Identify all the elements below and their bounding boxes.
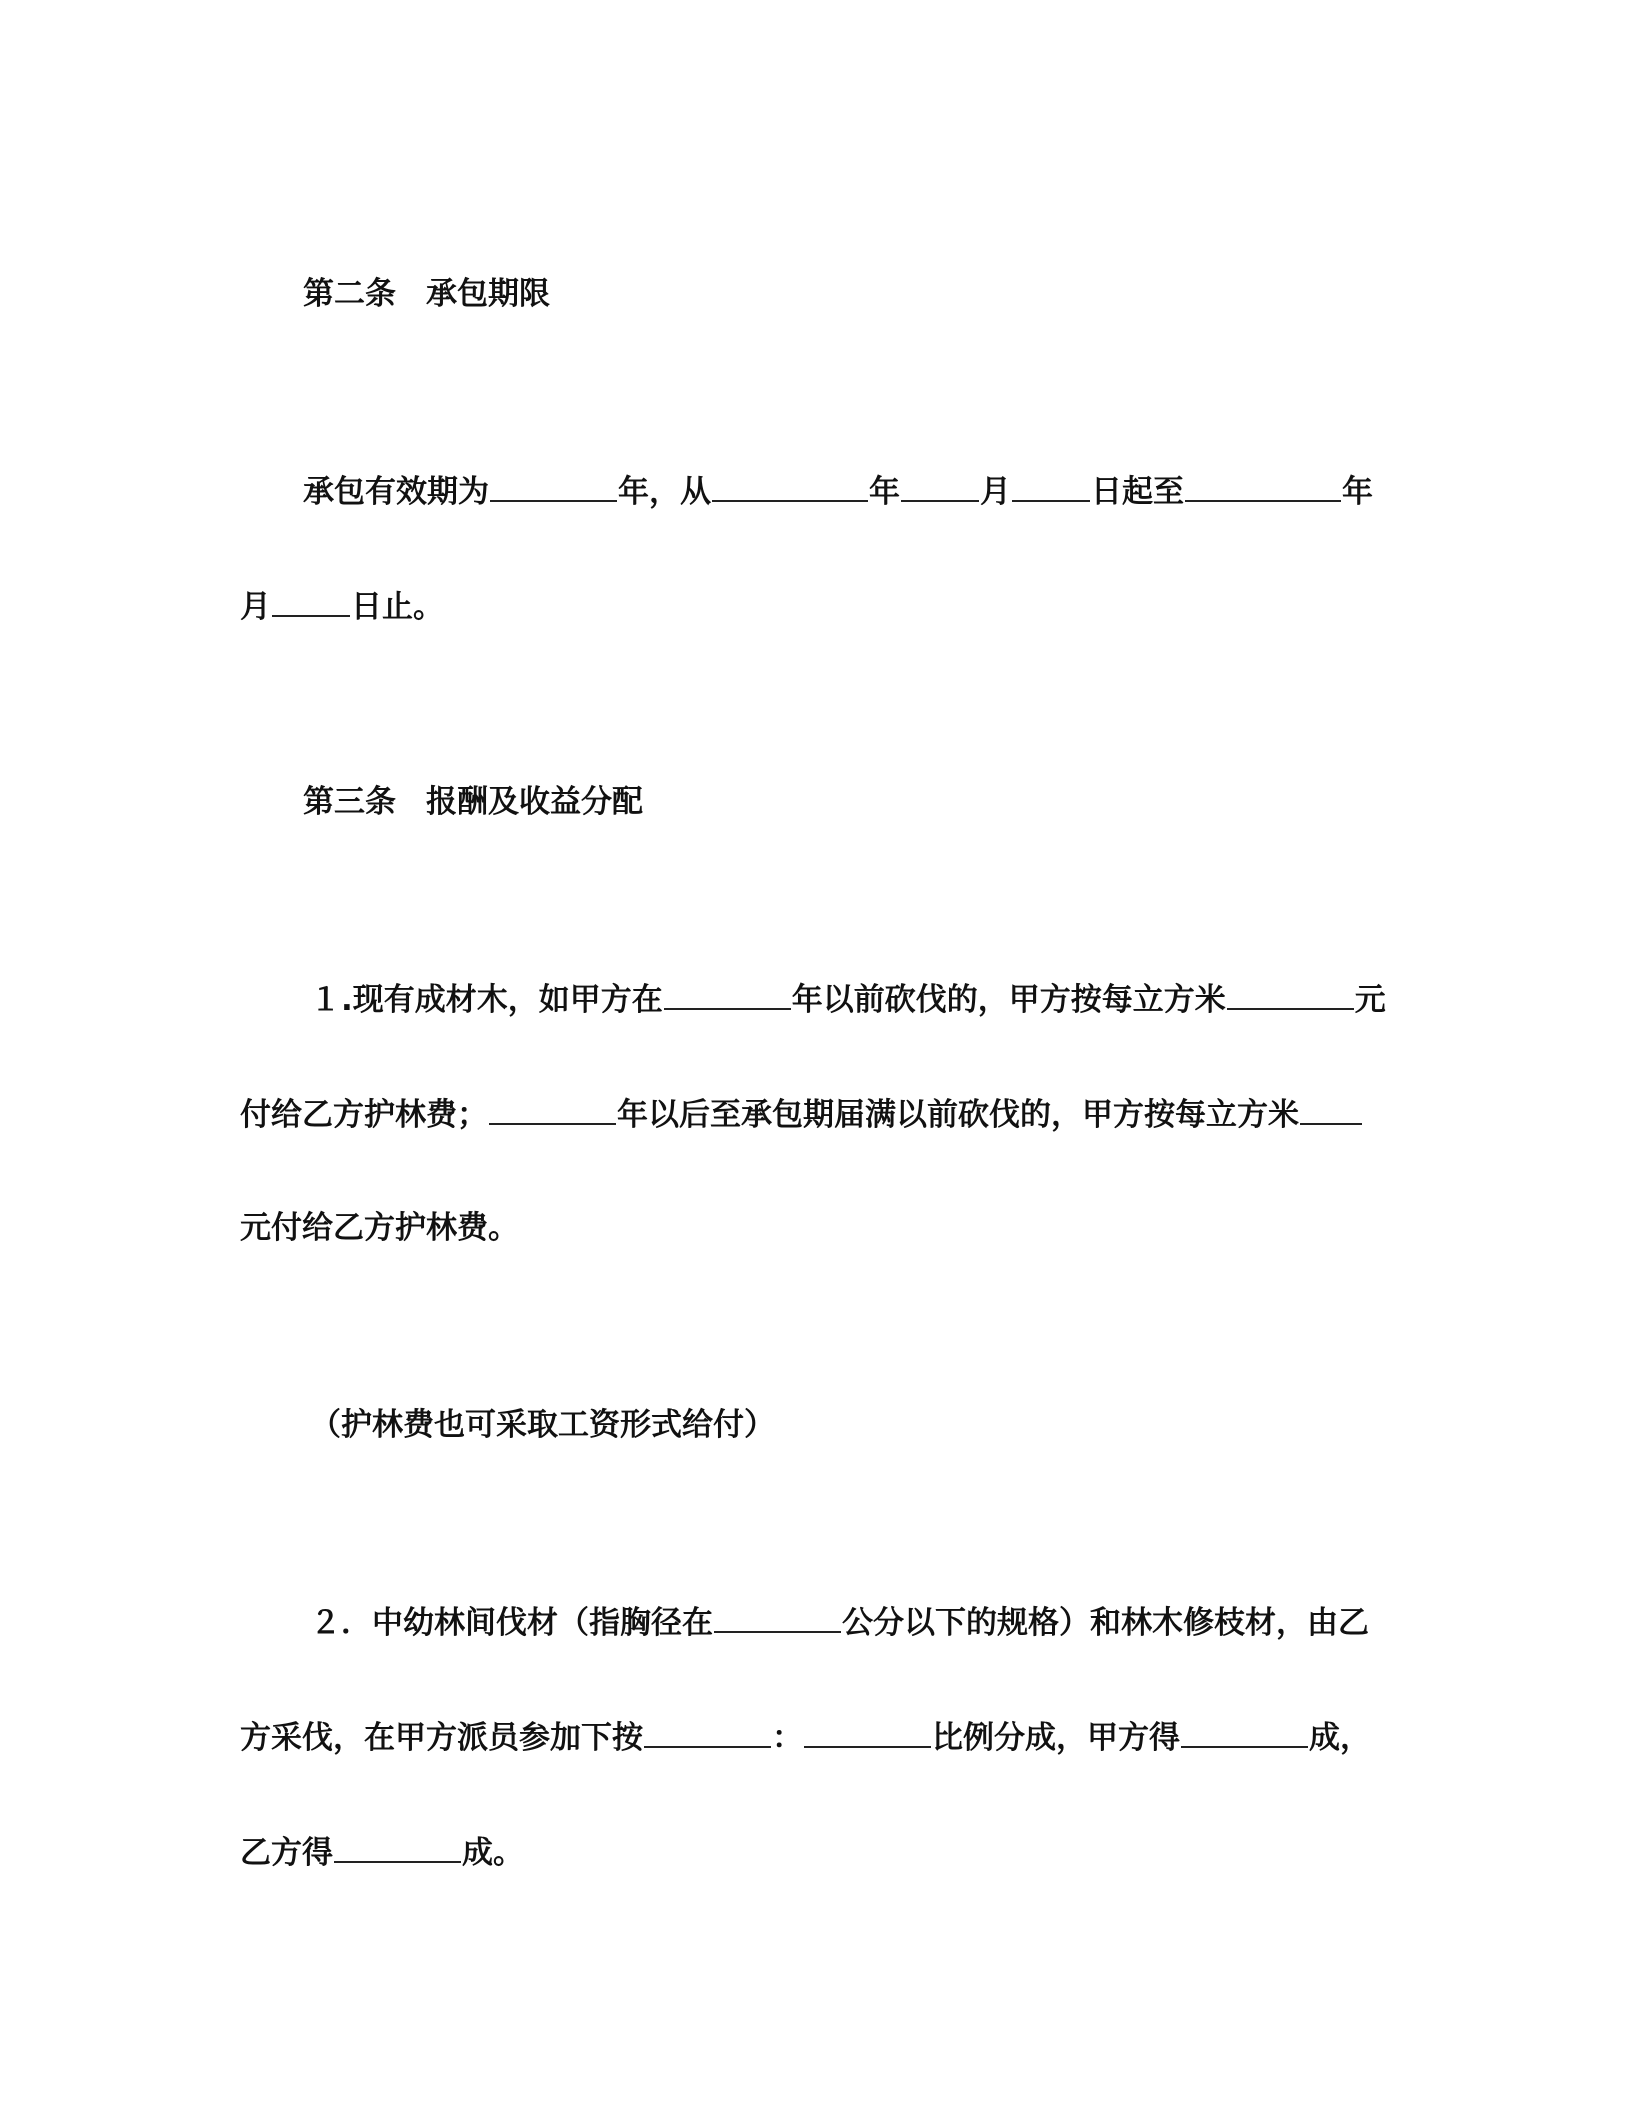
text-segment: 公分以下的规格）和林木修枝材，由乙	[842, 1605, 1369, 1641]
blank-diameter-cm[interactable]	[714, 1601, 841, 1633]
text-segment: 年，从	[618, 474, 711, 510]
blank-start-day[interactable]	[1012, 470, 1090, 502]
blank-end-year[interactable]	[1185, 470, 1341, 502]
text-segment: 日止。	[351, 589, 444, 625]
article-3-p1-line-1	[310, 978, 1386, 1020]
blank-party-b-share[interactable]	[334, 1831, 461, 1863]
blank-party-a-share[interactable]	[1181, 1716, 1308, 1748]
text-segment: 年以后至承包期届满以前砍伐的，甲方按每立方米	[617, 1097, 1299, 1133]
text-segment: 年	[869, 474, 900, 510]
article-3-p1-line-2	[240, 1093, 1363, 1135]
text-segment: 元付给乙方护林费。	[240, 1210, 519, 1246]
text-segment: 日起至	[1091, 474, 1184, 510]
article-3-p2-line-1	[310, 1601, 1369, 1643]
text-segment: ２．中幼林间伐材（指胸径在	[310, 1605, 713, 1641]
text-segment: 方采伐，在甲方派员参加下按	[240, 1720, 643, 1756]
text-segment: 年	[1342, 474, 1373, 510]
text-segment: 元	[1354, 982, 1386, 1018]
note-text: （护林费也可采取工资形式给付）	[310, 1407, 775, 1443]
blank-fee-per-m3-after[interactable]	[1300, 1093, 1362, 1125]
text-segment: 比例分成，甲方得	[932, 1720, 1180, 1756]
blank-start-month[interactable]	[901, 470, 979, 502]
blank-fee-per-m3-before[interactable]	[1227, 978, 1354, 1010]
blank-cutoff-year[interactable]	[664, 978, 791, 1010]
blank-after-year[interactable]	[489, 1093, 616, 1125]
article-2-line-1	[303, 470, 1373, 512]
text-segment: １.现有成材木，如甲方在	[310, 982, 663, 1018]
article-3-title: 报酬及收益分配	[426, 784, 643, 820]
article-2-title: 承包期限	[426, 276, 550, 312]
blank-start-year[interactable]	[712, 470, 868, 502]
blank-ratio-a[interactable]	[644, 1716, 771, 1748]
blank-end-month[interactable]	[272, 585, 350, 617]
text-segment: ：	[772, 1720, 803, 1756]
article-2-heading	[303, 274, 550, 314]
text-segment: 承包有效期为	[303, 474, 489, 510]
article-3-p2-line-3	[240, 1831, 524, 1873]
text-segment: 月	[240, 589, 271, 625]
article-3-note	[310, 1405, 775, 1445]
text-segment: 成。	[462, 1835, 524, 1871]
article-2-line-2	[240, 585, 444, 627]
text-segment: 乙方得	[240, 1835, 333, 1871]
article-3-p1-line-3	[240, 1208, 519, 1248]
blank-term-years[interactable]	[490, 470, 617, 502]
blank-ratio-b[interactable]	[804, 1716, 931, 1748]
text-segment: 成，	[1309, 1720, 1371, 1756]
article-3-number: 第三条	[303, 784, 396, 820]
text-segment: 年以前砍伐的，甲方按每立方米	[791, 982, 1226, 1018]
article-3-p2-line-2	[240, 1716, 1371, 1758]
text-segment: 月	[980, 474, 1011, 510]
text-segment: 付给乙方护林费；	[240, 1097, 488, 1133]
article-3-heading	[303, 782, 643, 822]
article-2-number: 第二条	[303, 276, 396, 312]
